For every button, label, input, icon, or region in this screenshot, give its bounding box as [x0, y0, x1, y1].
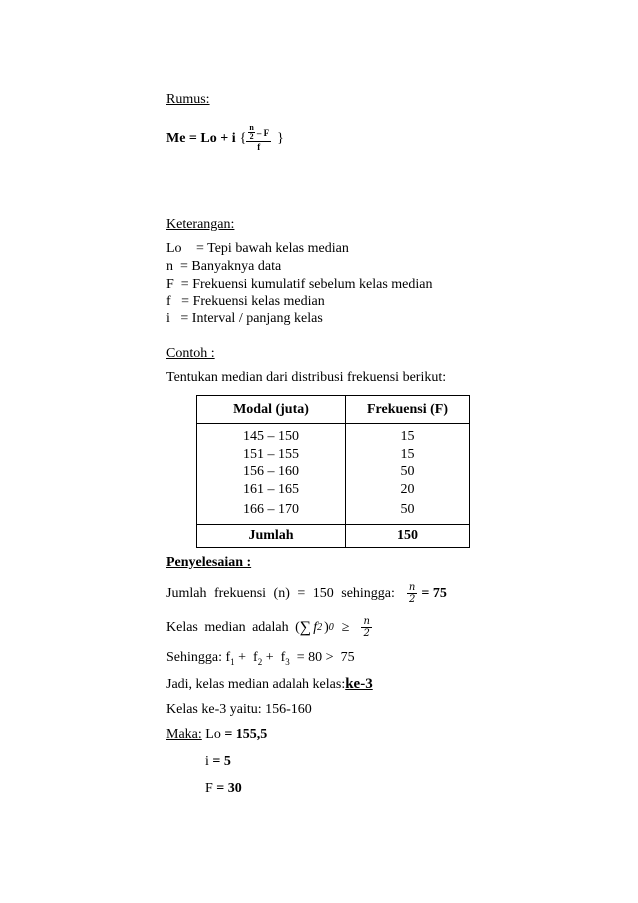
definition-symbol: F — [166, 277, 174, 292]
line-kelas-median — [166, 616, 372, 639]
line-text: Lo — [201, 727, 225, 742]
definition-symbol: f — [166, 294, 171, 309]
line-text: + f — [234, 650, 258, 665]
f-subscript: 2 — [317, 622, 323, 633]
line-text: Jumlah frekuensi (n) = 150 sehingga: — [166, 585, 395, 601]
formula-lhs: Me = Lo + i — [166, 131, 236, 146]
definition-text: = Interval / panjang kelas — [180, 311, 323, 326]
subscript: 2 — [257, 656, 263, 667]
penyelesaian-heading: Penyelesaian : — [166, 555, 252, 570]
frekuensi-value: 20 — [400, 481, 415, 497]
i-value: = 5 — [212, 754, 231, 769]
fraction-numerator: n — [408, 582, 416, 593]
line-text: i — [205, 754, 213, 769]
modal-value: 166 – 170 — [243, 502, 299, 517]
fraction-numerator: n — [363, 616, 370, 627]
modal-value: 151 – 155 — [243, 446, 299, 462]
definition-F — [166, 277, 432, 293]
definition-symbol: n — [166, 259, 173, 274]
numerator-minus-f: – F — [256, 127, 270, 138]
column-header-frekuensi: Frekuensi (F) — [346, 396, 470, 424]
definition-text: = Frekuensi kumulatif sebelum kelas median — [180, 277, 433, 292]
modal-value: 156 – 160 — [243, 464, 299, 479]
line-kelas-ke3: Kelas ke-3 yaitu: 156-160 — [166, 702, 312, 717]
sum-symbol: ∑ — [299, 618, 312, 636]
line-text: Jadi, kelas median adalah kelas: — [166, 677, 346, 692]
contoh-heading: Contoh : — [166, 346, 215, 361]
line-maka-lo — [166, 727, 267, 743]
frekuensi-value: 15 — [400, 446, 415, 462]
fraction-denominator: 2 — [363, 628, 370, 639]
subscript: 1 — [230, 656, 235, 667]
modal-value: 145 – 150 — [243, 429, 299, 444]
line-jumlah-frekuensi — [166, 582, 447, 605]
numerator-n: n — [249, 123, 254, 132]
frekuensi-value: 15 — [400, 429, 415, 444]
definition-n — [166, 259, 281, 275]
table-header-row — [197, 396, 470, 424]
median-formula — [166, 123, 284, 152]
definition-text: = Tepi bawah kelas median — [196, 241, 349, 256]
modal-cell — [197, 424, 346, 525]
frekuensi-value: 50 — [400, 464, 415, 479]
table-body-row — [197, 424, 470, 525]
formula-fraction — [246, 124, 271, 152]
column-header-modal: Modal (juta) — [197, 396, 346, 424]
line-F — [205, 781, 242, 797]
subscript: 3 — [285, 656, 290, 667]
paren-subscript: 0 — [328, 622, 334, 633]
formula-denominator: f — [257, 142, 261, 152]
total-value: 150 — [346, 525, 470, 548]
definition-symbol: Lo — [166, 241, 182, 256]
total-label: Jumlah — [197, 525, 346, 548]
n-over-2-fraction — [407, 582, 417, 605]
f-symbol: f — [313, 619, 318, 635]
F-value: = 30 — [216, 781, 242, 796]
frequency-table — [196, 395, 470, 548]
frekuensi-cell — [346, 424, 470, 525]
fraction-denominator: 2 — [408, 594, 416, 605]
definition-lo — [166, 241, 349, 257]
definition-f — [166, 294, 325, 310]
maka-label: Maka: — [166, 727, 202, 742]
formula-close-brace: } — [277, 131, 284, 146]
line-sehingga — [166, 650, 355, 667]
median-class-label: ke-3 — [345, 676, 373, 692]
formula-numerator — [246, 124, 271, 142]
line-text: Sehingga: f — [166, 650, 231, 665]
line-i — [205, 754, 231, 770]
contoh-intro: Tentukan median dari distribusi frekuensi berikut: — [166, 370, 447, 385]
definition-text: = Banyaknya data — [180, 259, 282, 274]
line-result: = 75 — [421, 585, 447, 601]
lo-value: = 155,5 — [224, 727, 268, 742]
line-text: Kelas median adalah ( — [166, 619, 300, 635]
line-text: F — [205, 781, 217, 796]
table-total-row — [197, 525, 470, 548]
numerator-2: 2 — [249, 132, 254, 141]
definition-i — [166, 311, 323, 327]
close-paren: ) — [324, 619, 329, 635]
definition-text: = Frekuensi kelas median — [181, 294, 325, 309]
line-text: + f — [262, 650, 286, 665]
n-over-2-fraction — [361, 616, 371, 639]
keterangan-heading: Keterangan: — [166, 217, 235, 232]
modal-value: 161 – 165 — [243, 481, 299, 497]
line-jadi — [166, 676, 373, 693]
definition-symbol: i — [166, 311, 170, 326]
frekuensi-value: 50 — [400, 502, 415, 517]
line-text: = 80 > 75 — [289, 650, 355, 665]
formula-open-brace: { — [239, 131, 247, 146]
rumus-heading: Rumus: — [166, 92, 210, 107]
ge-symbol: ≥ — [341, 619, 350, 635]
